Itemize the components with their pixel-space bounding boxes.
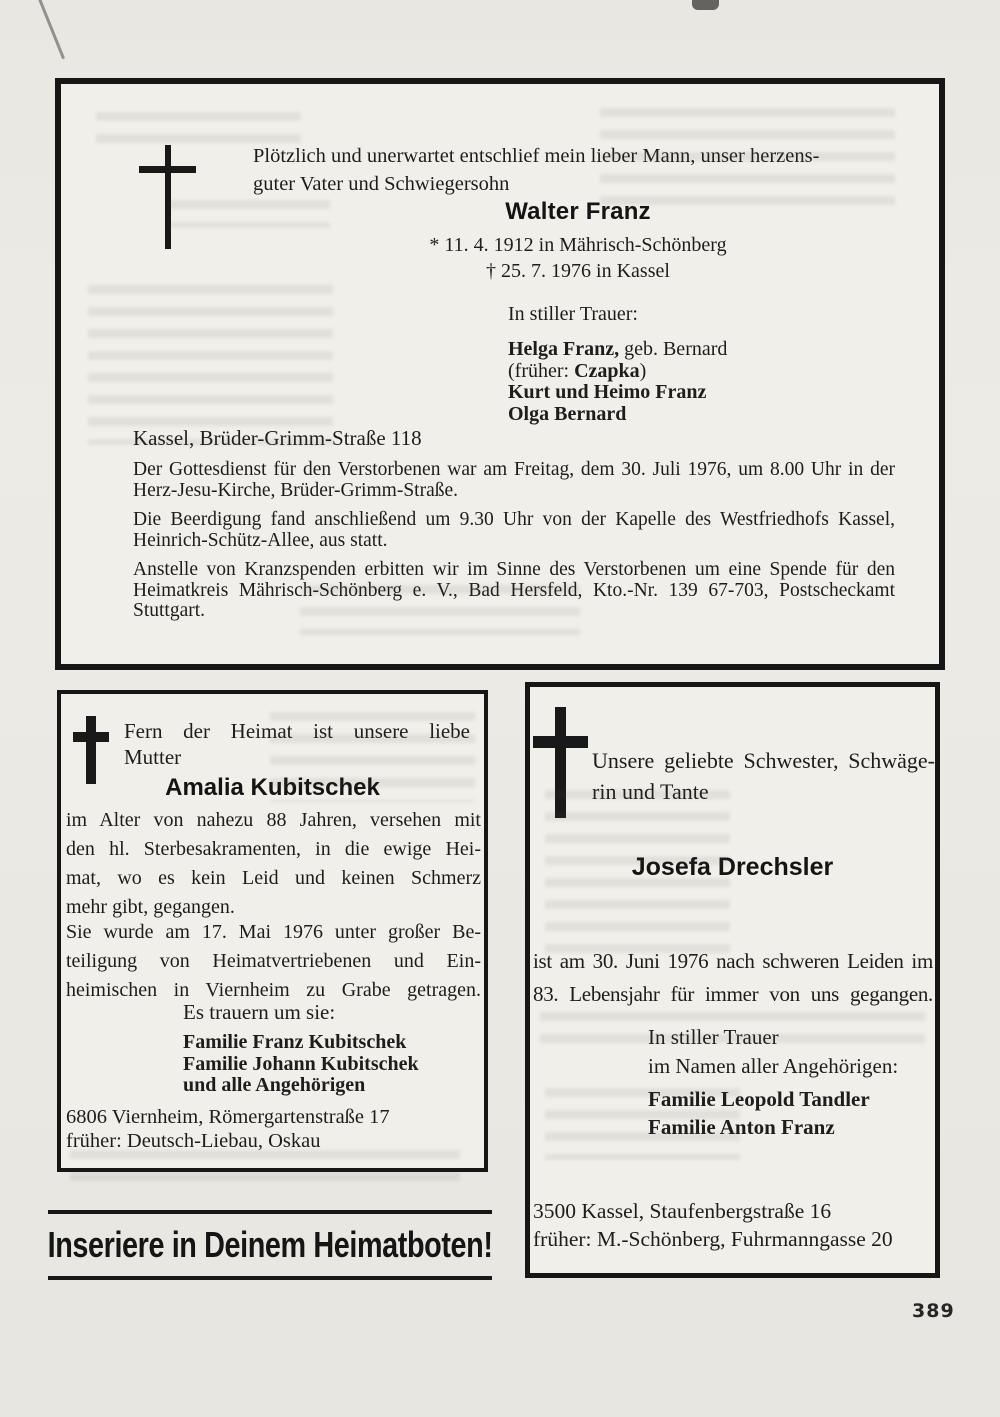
address-line: früher: M.-Schönberg, Fuhrmanngasse 20 xyxy=(533,1227,893,1251)
text-line: im Alter von nahezu 88 Jahren, versehen mit xyxy=(66,809,481,831)
advert-banner xyxy=(48,1210,492,1280)
paragraph xyxy=(133,510,895,551)
text-line: Der Gottesdienst für den Verstorbenen war am Freitag, dem 30. Juli 1976, um 8.00 Uhr in der xyxy=(133,459,895,480)
text-line: Heinrich-Schütz-Allee, aus statt. xyxy=(133,529,388,551)
obituary-josefa-drechsler xyxy=(525,682,940,1278)
advert-banner-text: Inseriere in Deinem Heimatboten! xyxy=(47,1224,493,1265)
mourner-line: Kurt und Heimo Franz xyxy=(508,381,707,403)
text-line: im Namen aller Angehörigen: xyxy=(648,1054,899,1078)
mourner-suffix: ) xyxy=(639,359,647,382)
mourners-list xyxy=(183,1032,419,1097)
scan-scratch-mark xyxy=(36,0,65,59)
text-line: In stiller Trauer xyxy=(648,1025,779,1049)
mourner-line xyxy=(508,339,727,361)
mourning-header: Es trauern um sie: xyxy=(183,1000,336,1024)
text-line: Stuttgart. xyxy=(133,600,206,621)
mourner-line: Familie Anton Franz xyxy=(648,1115,835,1139)
text-line: heimischen in Viernheim zu Grabe getragen. xyxy=(66,979,481,1001)
deceased-name: Amalia Kubitschek xyxy=(165,774,380,801)
text-line: Mutter xyxy=(124,745,182,769)
address-line: früher: Deutsch-Liebau, Oskau xyxy=(66,1129,321,1152)
mourning-header: In stiller Trauer: xyxy=(508,303,638,325)
birth-date-line: * 11. 4. 1912 in Mährisch-Schönberg xyxy=(429,234,727,256)
text-line: Unsere geliebte Schwester, Schwäge- xyxy=(592,748,935,773)
address-line: 6806 Viernheim, Römergartenstraße 17 xyxy=(66,1106,390,1128)
mourner-line: Familie Franz Kubitschek xyxy=(183,1031,407,1053)
mourner-line: Olga Bernard xyxy=(508,402,627,425)
text-line: Anstelle von Kranzspenden erbitten wir im Sinne des Verstorbenen um eine Spende für den xyxy=(133,559,895,580)
text-line: ist am 30. Juni 1976 nach schweren Leiden im xyxy=(533,949,933,973)
scan-ink-blot xyxy=(692,0,719,10)
death-date-line: † 25. 7. 1976 in Kassel xyxy=(486,260,670,282)
latin-cross-icon xyxy=(533,707,588,818)
mourner-line: und alle Angehörigen xyxy=(183,1074,366,1096)
text-line: Heimatkreis Mährisch-Schönberg e. V., Bad Hersfeld, Kto.-Nr. 139 67-703, Postscheckamt xyxy=(133,579,895,601)
text-line: Plötzlich und unerwartet entschlief mein lieber Mann, unser herzens- xyxy=(253,145,820,167)
obituary-amalia-kubitschek xyxy=(57,690,488,1172)
mourning-header xyxy=(648,1023,898,1081)
text-line: den hl. Sterbesakramenten, in die ewige Hei- xyxy=(66,838,481,860)
paragraph xyxy=(66,918,481,1005)
mourner-prefix: (früher: xyxy=(508,359,575,382)
text-line: Sie wurde am 17. Mai 1976 unter großer Be- xyxy=(66,921,481,943)
page-number: 389 xyxy=(912,1300,955,1322)
mourners-block xyxy=(508,303,727,425)
text-line: guter Vater und Schwiegersohn xyxy=(253,173,510,195)
text-line: 83. Lebensjahr für immer von uns gegangen. xyxy=(533,982,933,1006)
mourner-name: Czapka xyxy=(574,359,640,382)
text-line: Fern der Heimat ist unsere liebe xyxy=(124,719,470,743)
obituary-intro xyxy=(592,745,935,807)
mourner-line xyxy=(508,361,727,383)
funeral-details xyxy=(133,460,895,631)
deceased-name: Walter Franz xyxy=(505,198,651,225)
paragraph xyxy=(533,945,933,1011)
address-block xyxy=(533,1197,893,1253)
obituary-intro xyxy=(253,142,913,198)
deceased-header xyxy=(253,198,903,284)
text-line: Die Beerdigung fand anschließend um 9.30 Uhr von der Kapelle des Westfriedhofs Kassel, xyxy=(133,509,895,530)
deceased-name: Josefa Drechsler xyxy=(631,853,834,881)
text-line: Herz-Jesu-Kirche, Brüder-Grimm-Straße. xyxy=(133,479,459,501)
latin-cross-icon xyxy=(139,145,196,249)
address-line: 3500 Kassel, Staufenbergstraße 16 xyxy=(533,1199,832,1223)
mourners-list xyxy=(508,339,727,425)
mourner-line: Familie Leopold Tandler xyxy=(648,1087,870,1111)
mourner-line: Familie Johann Kubitschek xyxy=(183,1052,419,1075)
address-line: Kassel, Brüder-Grimm-Straße 118 xyxy=(133,426,422,450)
text-line: rin und Tante xyxy=(592,779,709,804)
text-line: mat, wo es kein Leid und keinen Schmerz xyxy=(66,867,481,889)
paragraph xyxy=(133,560,895,622)
address-block xyxy=(66,1106,390,1153)
obituary-intro xyxy=(124,718,470,770)
obituary-walter-franz xyxy=(55,78,945,670)
text-line: teiligung von Heimatvertriebenen und Ein- xyxy=(66,950,481,972)
mourner-suffix: geb. Bernard xyxy=(619,338,728,360)
paragraph xyxy=(133,460,895,501)
paragraph xyxy=(66,806,481,922)
text-line: mehr gibt, gegangen. xyxy=(66,896,235,918)
mourners-list xyxy=(648,1085,870,1141)
mourner-name: Helga Franz, xyxy=(508,338,620,360)
